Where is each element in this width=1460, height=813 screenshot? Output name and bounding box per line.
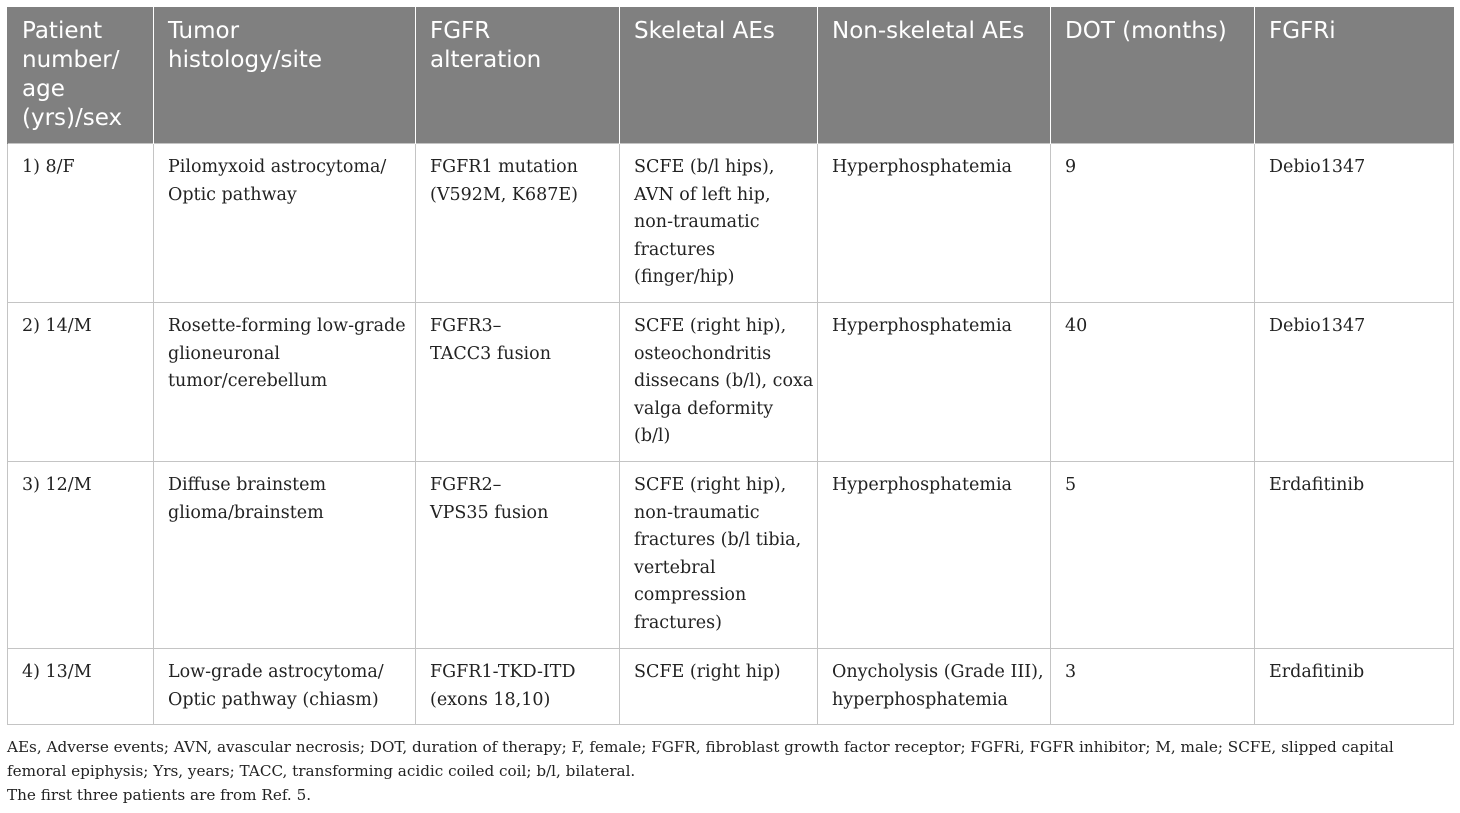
header-fgfr-alteration: FGFR alteration [416, 7, 620, 144]
cell-non-skeletal-aes: Hyperphosphatemia [818, 144, 1051, 303]
cell-fgfr-alteration: FGFR3– TACC3 fusion [416, 303, 620, 462]
cell-patient: 1) 8/F [8, 144, 154, 303]
cell-fgfri: Debio1347 [1255, 303, 1454, 462]
cell-non-skeletal-aes: Onycholysis (Grade III), hyperphosphatemia [818, 649, 1051, 725]
patients-table [7, 7, 1454, 725]
cell-tumor: Low-grade astrocytoma/ Optic pathway (chiasm) [154, 649, 416, 725]
cell-fgfr-alteration: FGFR2– VPS35 fusion [416, 462, 620, 649]
cell-fgfri: Debio1347 [1255, 144, 1454, 303]
cell-non-skeletal-aes: Hyperphosphatemia [818, 462, 1051, 649]
cell-tumor: Rosette-forming low-grade glioneuronal tumor/cerebellum [154, 303, 416, 462]
cell-patient: 3) 12/M [8, 462, 154, 649]
cell-skeletal-aes: SCFE (b/l hips), AVN of left hip, non-traumatic fractures (finger/hip) [620, 144, 818, 303]
header-patient: Patient number/ age (yrs)/sex [8, 7, 154, 144]
header-row [8, 7, 1454, 144]
source-footnote: The first three patients are from Ref. 5. [7, 786, 312, 804]
cell-dot: 5 [1051, 462, 1255, 649]
cell-fgfr-alteration: FGFR1 mutation (V592M, K687E) [416, 144, 620, 303]
cell-skeletal-aes: SCFE (right hip), osteochondritis dissecans (b/l), coxa valga deformity (b/l) [620, 303, 818, 462]
header-dot: DOT (months) [1051, 7, 1255, 144]
cell-skeletal-aes: SCFE (right hip), non-traumatic fractures (b/l tibia, vertebral compression fractures) [620, 462, 818, 649]
table-row [8, 649, 1454, 725]
table-container [7, 7, 1453, 725]
abbreviations-footnote: AEs, Adverse events; AVN, avascular necrosis; DOT, duration of therapy; F, female; FGFR, fibroblast growth factor receptor; FGFRi, FGFR inhibitor; M, male; SCFE, slipped capital femoral epiphysis; Yrs, years; TACC, transforming acidic coiled coil; b/l, bilateral. [7, 738, 1394, 780]
table-footnotes [7, 735, 1457, 807]
cell-fgfri: Erdafitinib [1255, 462, 1454, 649]
cell-patient: 2) 14/M [8, 303, 154, 462]
header-non-skeletal-aes: Non-skeletal AEs [818, 7, 1051, 144]
cell-dot: 9 [1051, 144, 1255, 303]
table-row [8, 144, 1454, 303]
cell-non-skeletal-aes: Hyperphosphatemia [818, 303, 1051, 462]
header-fgfri: FGFRi [1255, 7, 1454, 144]
cell-patient: 4) 13/M [8, 649, 154, 725]
table-row [8, 303, 1454, 462]
header-tumor: Tumor histology/site [154, 7, 416, 144]
cell-tumor: Pilomyxoid astrocytoma/ Optic pathway [154, 144, 416, 303]
table-row [8, 462, 1454, 649]
cell-fgfri: Erdafitinib [1255, 649, 1454, 725]
cell-dot: 3 [1051, 649, 1255, 725]
cell-skeletal-aes: SCFE (right hip) [620, 649, 818, 725]
cell-tumor: Diffuse brainstem glioma/brainstem [154, 462, 416, 649]
cell-fgfr-alteration: FGFR1-TKD-ITD (exons 18,10) [416, 649, 620, 725]
header-skeletal-aes: Skeletal AEs [620, 7, 818, 144]
cell-dot: 40 [1051, 303, 1255, 462]
